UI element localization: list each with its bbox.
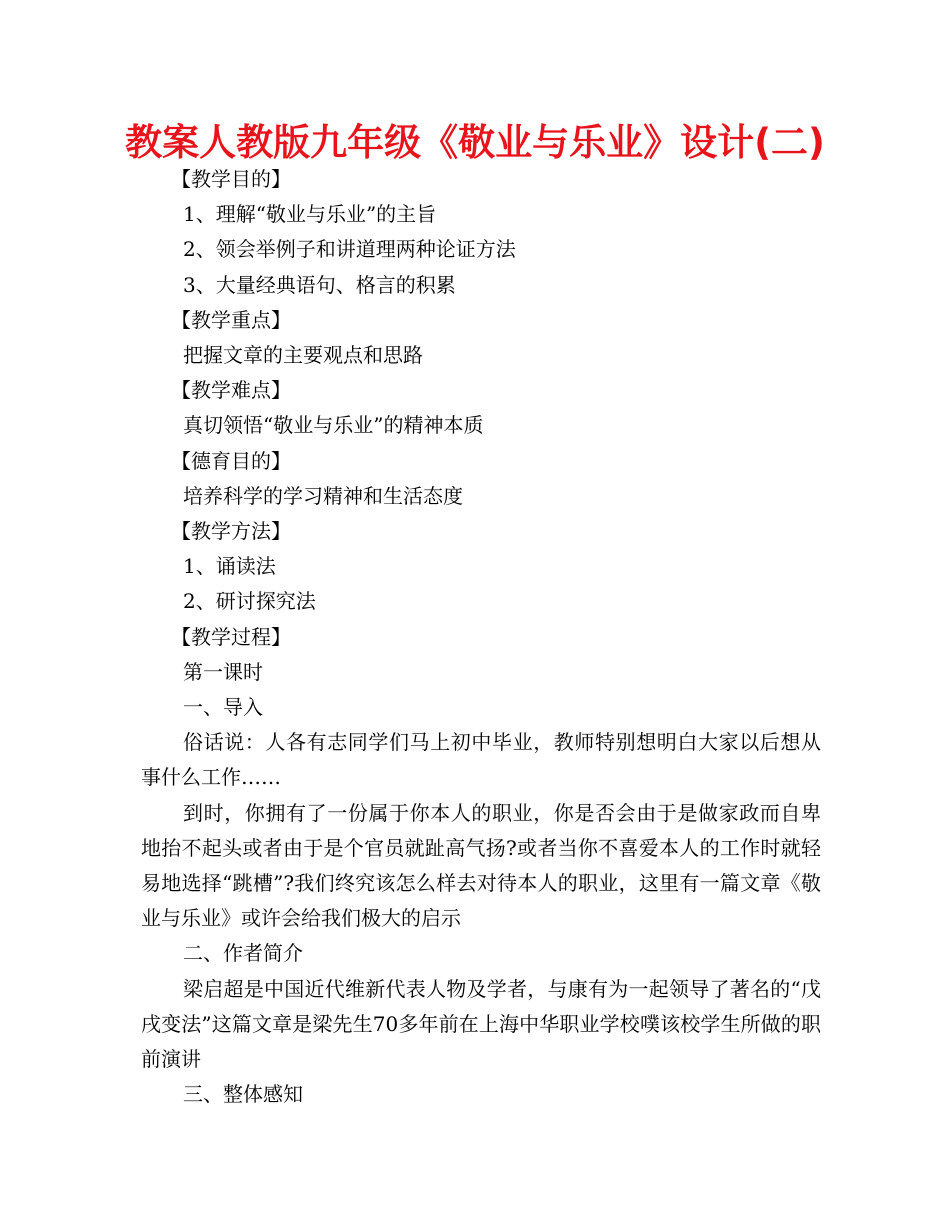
key-points-text: 把握文章的主要观点和思路 <box>183 343 423 368</box>
lesson-label: 第一课时 <box>183 659 263 684</box>
intro-paragraph-1: 俗话说：人各有志同学们马上初中毕业，教师特别想明白大家以后想从事什么工作…… <box>141 730 821 790</box>
objective-item-1: 1、理解“敬业与乐业”的主旨 <box>183 202 437 227</box>
objective-item-3: 3、大量经典语句、格言的积累 <box>183 272 456 297</box>
method-item-1: 1、诵读法 <box>183 554 276 579</box>
author-paragraph: 梁启超是中国近代维新代表人物及学者，与康有为一起领导了著名的“戊戌变法”这篇文章是梁先生70多年前在上海中华职业学校噗该校学生所做的职前演讲 <box>141 976 821 1072</box>
method-item-2: 2、研讨探究法 <box>183 589 316 614</box>
section-heading-process: 【教学过程】 <box>171 624 291 649</box>
section-heading-objectives: 【教学目的】 <box>171 167 291 191</box>
difficulties-text: 真切领悟“敬业与乐业”的精神本质 <box>183 413 484 438</box>
section-heading-key-points: 【教学重点】 <box>171 307 291 332</box>
section-heading-difficulties: 【教学难点】 <box>171 378 291 403</box>
step-heading-overview: 三、整体感知 <box>183 1082 303 1107</box>
document-title: 教案人教版九年级《敬业与乐业》设计(二) <box>125 121 825 164</box>
moral-objectives-text: 培养科学的学习精神和生活态度 <box>183 483 463 508</box>
document-body <box>141 162 821 1112</box>
section-heading-moral-objectives: 【德育目的】 <box>171 448 291 473</box>
objective-item-2: 2、领会举例子和讲道理两种论证方法 <box>183 237 516 262</box>
step-heading-intro: 一、导入 <box>183 695 263 720</box>
intro-paragraph-2: 到时，你拥有了一份属于你本人的职业，你是否会由于是做家政而自卑地抬不起头或者由于是个官员就趾高气扬?或者当你不喜爱本人的工作时就轻易地选择“跳槽”?我们终究该怎么样去对待本人的职业，这里有一篇文章《敬业与乐业》或许会给我们极大的启示 <box>141 800 821 931</box>
step-heading-author: 二、作者简介 <box>183 941 303 966</box>
section-heading-methods: 【教学方法】 <box>171 519 291 544</box>
